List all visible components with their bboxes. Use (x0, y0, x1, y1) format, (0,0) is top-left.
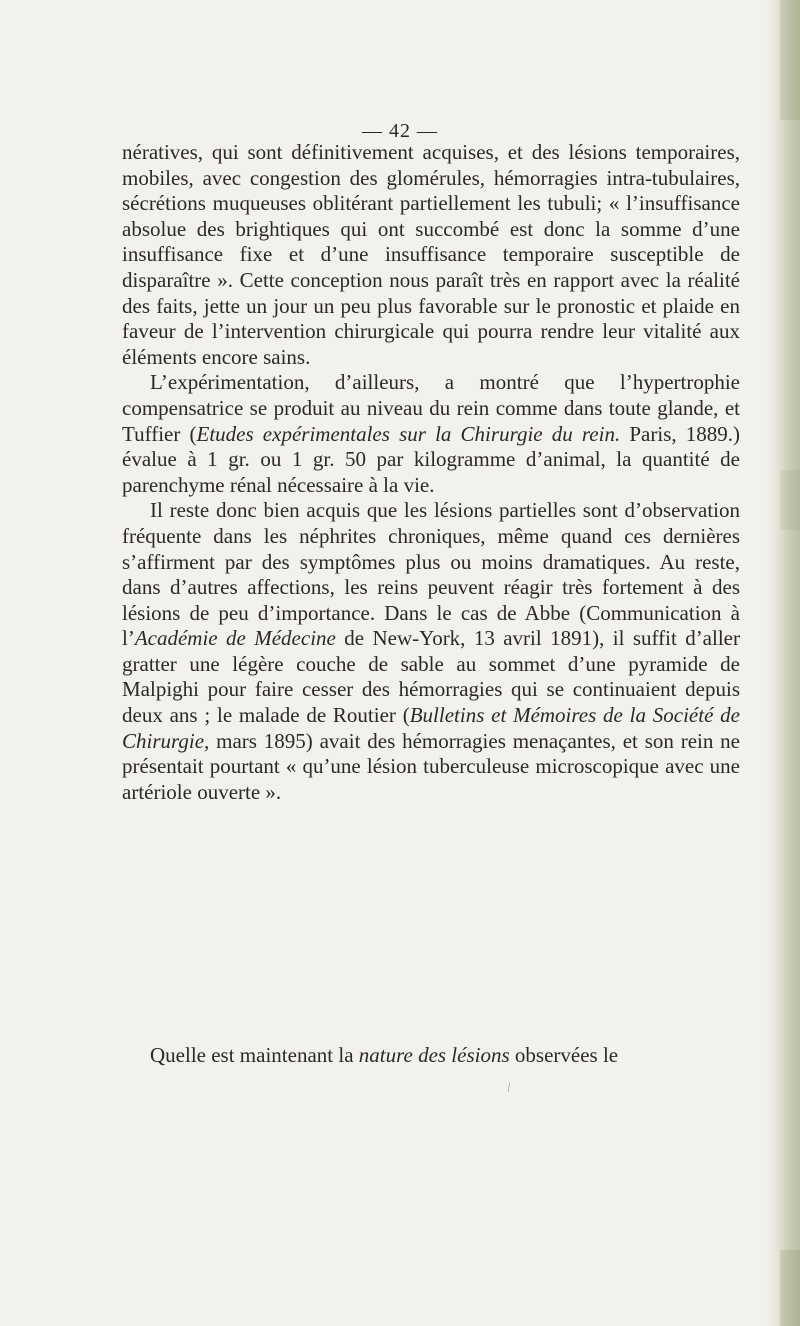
text-run: observées le (509, 1043, 619, 1067)
text-run: Il reste donc bien acquis que les lésions partielles sont d’observation fréquente dans les néphrites chroniques, même quand ces dernières s’affirment par des symptômes plus ou moins dramatiques. Au reste, dans d’autres affections, les reins peuvent réagir très fortement à des lésions de peu d’importance. Dans le cas de Abbe (Communication à l’ (122, 498, 740, 651)
text-run: Quelle est maintenant la (150, 1043, 359, 1067)
closing-line (150, 1042, 740, 1068)
text-run: Paris, 1889.) évalue à 1 gr. ou 1 gr. 50 par kilogramme d’animal, la quantité de parenchyme rénal nécessaire à la vie. (122, 421, 741, 497)
paragraph-1 (122, 140, 740, 370)
italic-reference: Académie de Médecine (134, 626, 336, 651)
page-edge-stain (766, 0, 800, 1326)
text-run: mars 1895) avait des hémorragies menaçantes, et son rein ne présentait pourtant « qu’une lésion tuberculeuse microscopique avec une artériole ouverte ». (122, 728, 740, 804)
page-number: — 42 — (362, 120, 438, 142)
text-run: nératives, qui sont définitivement acquises, et des lésions temporaires, mobiles, avec congestion des glomérules, hémorragies intra-tubulaires, sécrétions muqueuses oblitérant partiellement les tubuli; « l’insuffisance absolue des brightiques qui ont succombé est donc la somme d’une insuffisance fixe et d’une insuffisance temporaire susceptible de disparaître ». Cette conception nous paraît très en rapport avec la réalité des faits, jette un jour un peu plus favorable sur le pronostic et plaide en faveur de l’intervention chirurgicale qui pourra rendre leur vitalité aux éléments encore sains. (122, 140, 740, 369)
italic-reference: nature des lésions (358, 1043, 510, 1067)
text-run: de New-York, 13 avril 1891), il suffit d’aller gratter une légère couche de sable au sommet d’une pyramide de Malpighi pour faire cesser des hémorragies qui se continuaient depuis deux ans ; le malade de Routier ( (122, 626, 740, 728)
italic-reference: Bulletins et Mémoires de la Société de Chirurgie, (122, 703, 740, 753)
paragraph-2 (122, 370, 740, 498)
body-text (122, 140, 740, 805)
italic-reference: Etudes expérimentales sur la Chirurgie du rein. (196, 421, 621, 446)
pencil-mark: ⁄ (504, 1080, 513, 1094)
text-run: L’expérimentation, d’ailleurs, a montré que l’hypertrophie compensatrice se produit au niveau du rein comme dans toute glande, et Tuffier ( (122, 370, 740, 446)
paragraph-3 (122, 498, 740, 805)
